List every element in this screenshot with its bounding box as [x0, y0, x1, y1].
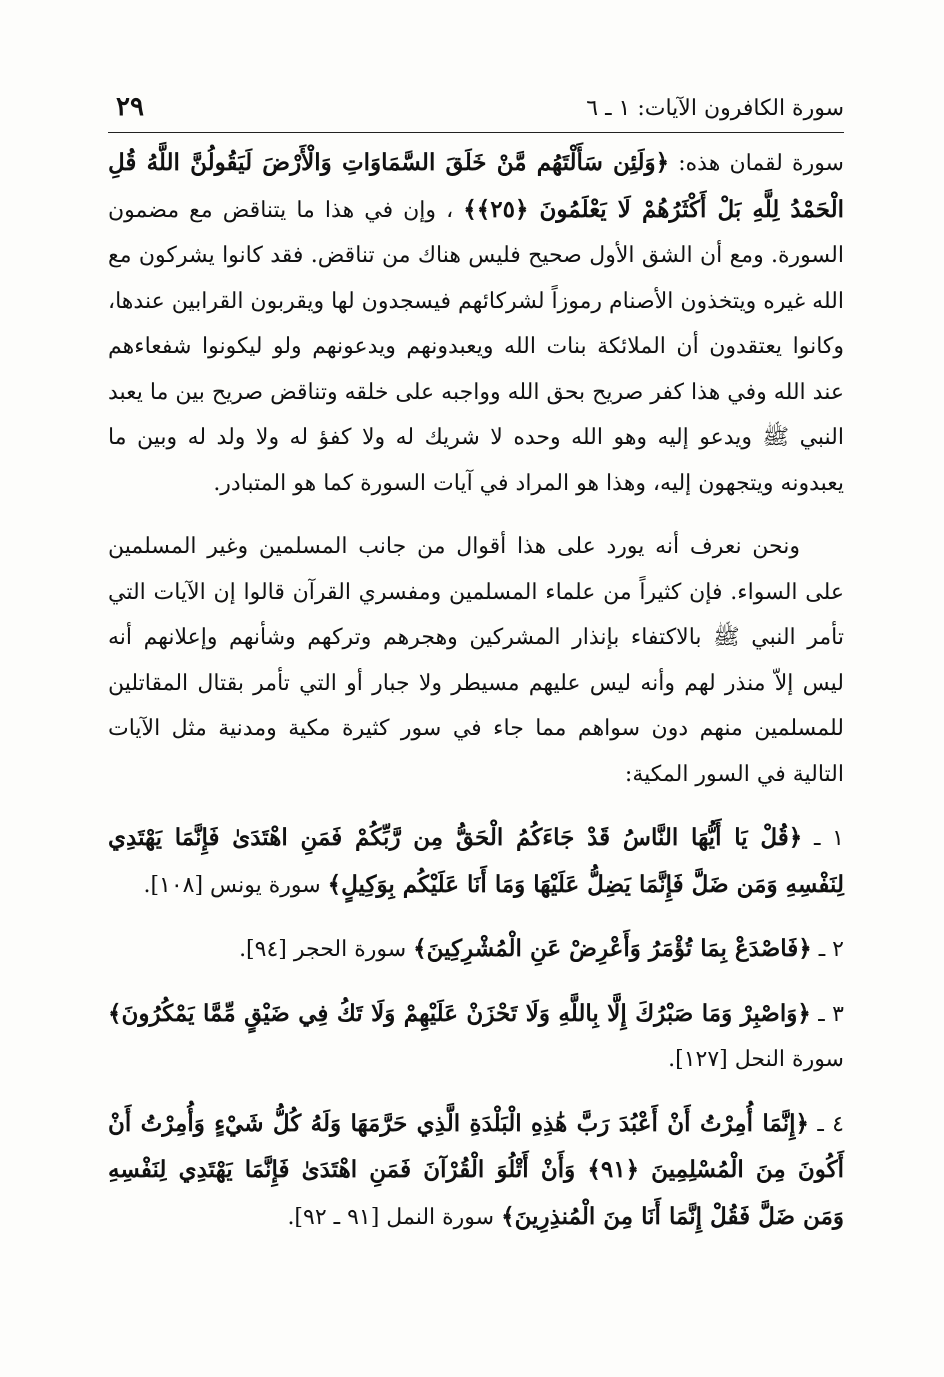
- list-item-2: [108, 926, 844, 973]
- verse-reference: سورة النمل [٩١ ـ ٩٢].: [287, 1204, 502, 1230]
- list-item-number: ١ ـ: [802, 826, 844, 851]
- page-header: [108, 92, 844, 133]
- quran-verse-nahl: ﴿وَاصْبِرْ وَمَا صَبْرُكَ إِلَّا بِاللَّهِ وَلَا تَحْزَنْ عَلَيْهِمْ وَلَا تَكُ فِي ضَيْقٍ مِّمَّا يَمْكُرُونَ﴾: [108, 999, 811, 1027]
- page-body: [108, 140, 844, 1240]
- page-number: ٢٩: [116, 92, 144, 122]
- list-item-3: [108, 991, 844, 1083]
- verse-reference: سورة الحجر [٩٤].: [239, 937, 414, 962]
- paragraph-2: ونحن نعرف أنه يورد على هذا أقوال من جانب المسلمين وغير المسلمين على السواء. فإن كثيراً من علماء المسلمين ومفسري القرآن قالوا إن الآيات التي تأمر النبي ﷺ بالاكتفاء بإنذار المشركين وهجرهم وتركهم وشأنهم وإعلانهم أنه ليس إلاّ منذر لهم وأنه ليس عليهم مسيطر ولا جبار أو التي تأمر بقتال المقاتلين للمسلمين منهم دون سواهم مما جاء في سور كثيرة مكية ومدنية مثل الآيات التالية في السور المكية:: [108, 534, 844, 787]
- list-item-number: ٣ ـ: [810, 1001, 844, 1027]
- list-item-4: [108, 1101, 844, 1241]
- verse-reference: سورة النحل [١٢٧].: [668, 1047, 844, 1072]
- list-item-1: [108, 815, 844, 908]
- list-item-number: ٤ ـ: [808, 1111, 844, 1137]
- running-title: سورة الكافرون الآيات: ١ ـ ٦: [586, 96, 844, 121]
- quran-verse-naml: ﴿إِنَّمَا أُمِرْتُ أَنْ أَعْبُدَ رَبَّ هَٰذِهِ الْبَلْدَةِ الَّذِي حَرَّمَهَا وَلَهُ كُلُّ شَيْءٍ وَأُمِرْتُ أَنْ أَكُونَ مِنَ الْمُسْلِمِينَ ﴿٩١﴾ وَأَنْ أَتْلُوَ الْقُرْآنَ فَمَنِ اهْتَدَىٰ فَإِنَّمَا يَهْتَدِي لِنَفْسِهِ وَمَن ضَلَّ فَقُلْ إِنَّمَا أَنَا مِنَ الْمُنذِرِينَ﴾: [108, 1109, 844, 1230]
- verse-reference: سورة يونس [١٠٨].: [143, 872, 328, 898]
- list-item-number: ٢ ـ: [811, 937, 844, 962]
- paragraph-1: [108, 140, 844, 506]
- paragraph-1-text: ، وإن في هذا ما يتناقض مع مضمون السورة. ومع أن الشق الأول صحيح فليس هناك من تناقض. فقد كانوا يشركون مع الله غيره ويتخذون الأصنام رموزاً لشركائهم فيسجدون لها ويقربون القرابين عندها، وكانوا يعتقدون أن الملائكة بنات الله ويعبدونهم ويدعونهم ولو ليكونوا شفعاءهم عند الله وفي هذا كفر صريح بحق الله وواجبه على خلقه وتناقض صريح بين ما يعبد النبي ﷺ ويدعو إليه وهو الله وحده لا شريك له ولا كفؤ له ولا ولد له وبين ما يعبدونه ويتجهون إليه، وهذا هو المراد في آيات السورة كما هو المتبادر.: [108, 197, 844, 496]
- quran-verse-luqman: ﴿وَلَئِن سَأَلْتَهُم مَّنْ خَلَقَ السَّمَاوَاتِ وَالْأَرْضَ لَيَقُولُنَّ اللَّهُ قُلِ الْحَمْدُ لِلَّهِ بَلْ أَكْثَرُهُمْ لَا يَعْلَمُونَ ﴿٢٥﴾﴾: [108, 149, 845, 223]
- quran-verse-hijr: ﴿فَاصْدَعْ بِمَا تُؤْمَرُ وَأَعْرِضْ عَنِ الْمُشْرِكِينَ﴾: [413, 935, 812, 962]
- paragraph-1-lead: سورة لقمان هذه:: [669, 151, 844, 176]
- quran-verse-yunus: ﴿قُلْ يَا أَيُّهَا النَّاسُ قَدْ جَاءَكُمُ الْحَقُّ مِن رَّبِّكُمْ فَمَنِ اهْتَدَىٰ فَإِنَّمَا يَهْتَدِي لِنَفْسِهِ وَمَن ضَلَّ فَإِنَّمَا يَضِلُّ عَلَيْهَا وَمَا أَنَا عَلَيْكُم بِوَكِيلٍ﴾: [108, 824, 844, 898]
